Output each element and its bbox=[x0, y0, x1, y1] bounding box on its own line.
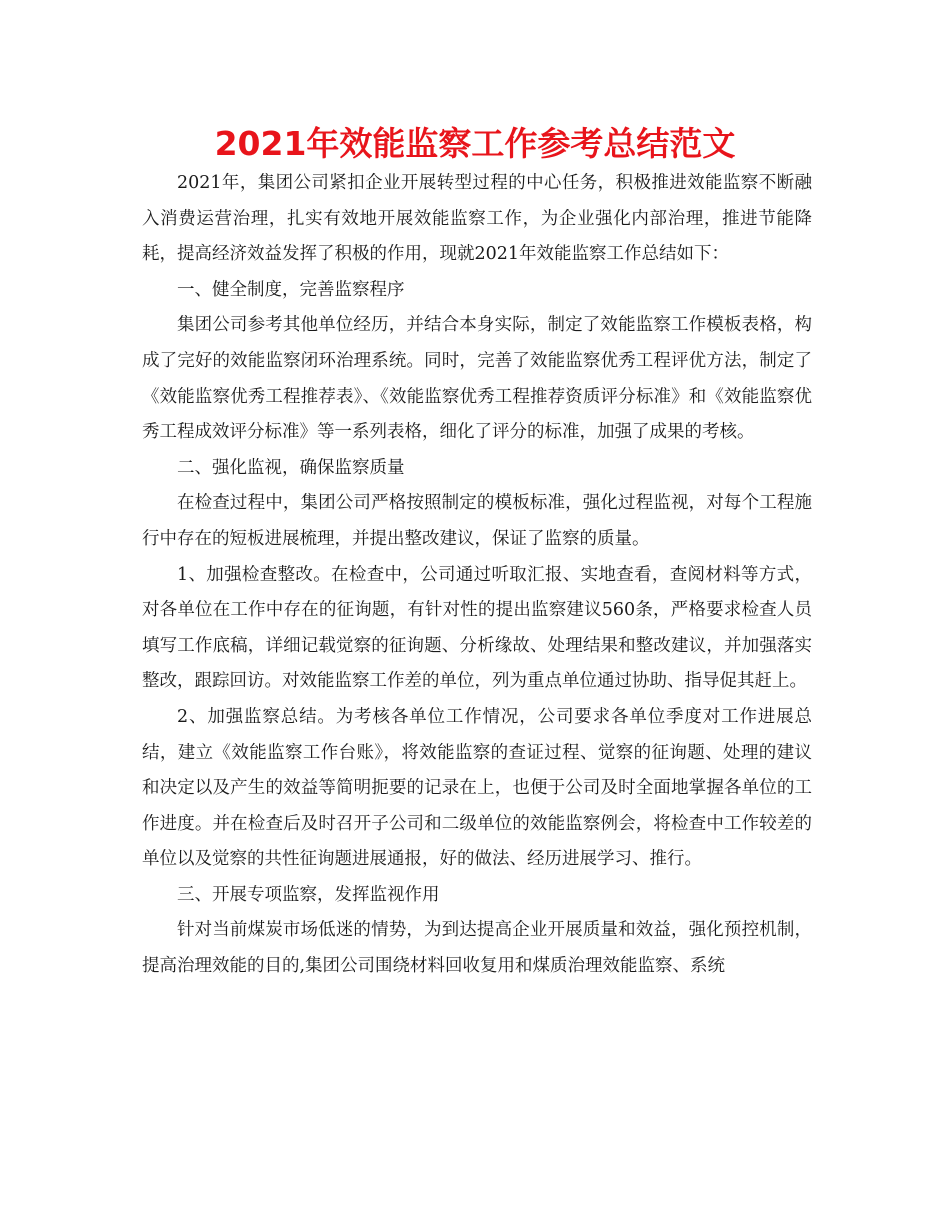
document-title: 2021年效能监察工作参考总结范文 bbox=[214, 124, 736, 163]
section-heading-1: 一、健全制度，完善监察程序 bbox=[177, 279, 405, 300]
paragraph: 1、加强检查整改。在检查中，公司通过听取汇报、实地查看，查阅材料等方式，对各单位在工作中存在的征询题，有针对性的提出监察建议560条，严格要求检查人员填写工作底稿，详细记载觉察的征询题、分析缘故、处理结果和整改建议，并加强落实整改，跟踪回访。对效能监察工作差的单位，列为重点单位通过协助、指导促其赶上。 bbox=[142, 564, 812, 692]
section-heading-2: 二、强化监视，确保监察质量 bbox=[177, 457, 405, 478]
section-heading-3: 三、开展专项监察，发挥监视作用 bbox=[177, 884, 440, 905]
paragraph: 集团公司参考其他单位经历，并结合本身实际，制定了效能监察工作模板表格，构成了完好的效能监察闭环治理系统。同时，完善了效能监察优秀工程评优方法，制定了《效能监察优秀工程推荐表》、《效能监察优秀工程推荐资质评分标准》和《效能监察优秀工程成效评分标准》等一系列表格，细化了评分的标准，加强了成果的考核。 bbox=[142, 315, 812, 443]
document-body bbox=[142, 166, 812, 985]
intro-paragraph: 2021年，集团公司紧扣企业开展转型过程的中心任务，积极推进效能监察不断融入消费运营治理，扎实有效地开展效能监察工作，为企业强化内部治理，推进节能降耗，提高经济效益发挥了积极的作用，现就2021年效能监察工作总结如下： bbox=[142, 173, 812, 265]
paragraph: 2、加强监察总结。为考核各单位工作情况，公司要求各单位季度对工作进展总结，建立《效能监察工作台账》，将效能监察的查证过程、觉察的征询题、处理的建议和决定以及产生的效益等简明扼要的记录在上，也便于公司及时全面地掌握各单位的工作进度。并在检查后及时召开子公司和二级单位的效能监察例会，将检查中工作较差的单位以及觉察的共性征询题进展通报，好的做法、经历进展学习、推行。 bbox=[142, 706, 812, 870]
paragraph: 针对当前煤炭市场低迷的情势，为到达提高企业开展质量和效益，强化预控机制，提高治理效能的目的,集团公司围绕材料回收复用和煤质治理效能监察、系统 bbox=[142, 920, 812, 977]
paragraph: 在检查过程中，集团公司严格按照制定的模板标准，强化过程监视，对每个工程施行中存在的短板进展梳理，并提出整改建议，保证了监察的质量。 bbox=[142, 493, 812, 549]
